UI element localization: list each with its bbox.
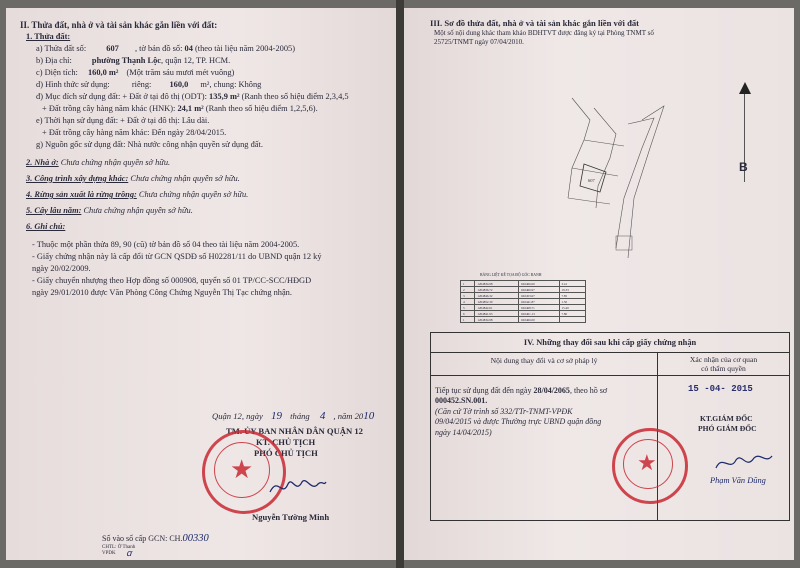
changes-title: IV. Những thay đổi sau khi cấp giấy chứng nhận <box>431 333 790 353</box>
column-content: Nội dung thay đổi và cơ sở pháp lý <box>431 353 658 376</box>
cadastral-map <box>524 48 794 278</box>
diagram-heading: III. Sơ đồ thửa đất, nhà ở và tài sản khác gắn liền với đất <box>430 18 640 28</box>
change-entry-line-2: 000452.SN.001. <box>435 396 488 406</box>
coord-cell-n: 5 <box>461 305 475 311</box>
extension-date: 28/04/2065 <box>533 386 570 395</box>
org-role-2: PHÓ CHỦ TỊCH <box>254 448 318 458</box>
tiny-note-2: VPDK <box>102 551 116 556</box>
coord-cell-d: 1.50 <box>559 299 586 305</box>
approver-role-2: PHÓ GIÁM ĐỐC <box>698 424 757 433</box>
coord-cell-y: 602461.13 <box>519 311 559 317</box>
private-area: 160,0 <box>169 80 189 89</box>
notes-title: 6. Ghi chú: <box>26 222 66 231</box>
coord-cell-d <box>559 317 586 323</box>
coord-cell-y: 602466.00 <box>519 317 559 323</box>
purpose-line-1: đ) Mục đích sử dụng đất: + Đất ở tại đô thị (ODT): 135,9 m² (Ranh theo số hiệu điểm 2,3,4,5 <box>36 92 349 101</box>
approver-role-1: KT.GIÁM ĐỐC <box>700 414 753 423</box>
coord-cell-d: 3.41 <box>559 281 586 287</box>
ward-name: phường Thạnh Lộc <box>91 56 162 65</box>
coord-cell-d: 7.85 <box>559 293 586 299</box>
map-letter-b: B <box>739 160 748 174</box>
parcel-title: 1. Thửa đất: <box>26 32 71 41</box>
coord-cell-n: 1 <box>461 281 475 287</box>
coord-cell-x: 1204834.98 <box>475 317 519 323</box>
approver-signature-icon <box>714 450 774 474</box>
term-line-2: + Đất trồng cây hàng năm khác: Đến ngày 28/04/2015. <box>42 128 227 137</box>
house-line: 2. Nhà ở: Chưa chứng nhận quyền sở hữu. <box>26 158 171 167</box>
coord-cell-n: 6 <box>461 311 475 317</box>
change-entry-line-1: Tiếp tục sử dụng đất đến ngày 28/04/2065, theo hồ sơ <box>435 386 608 395</box>
forest-line: 4. Rừng sản xuất là rừng trồng: Chưa chứng nhận quyền sở hữu. <box>26 190 249 199</box>
coord-table-title: BẢNG LIỆT KÊ TỌA ĐỘ GÓC RANH <box>480 273 542 277</box>
coord-row <box>461 317 586 323</box>
signer-name: Nguyễn Tường Minh <box>252 512 330 522</box>
usage-form-line: d) Hình thức sử dụng: riêng: 160,0 m², chung: Không <box>36 80 262 89</box>
coord-cell-y: 602466.00 <box>519 281 559 287</box>
map-plot-number: 607 <box>588 178 595 183</box>
issue-year: 10 <box>363 410 375 422</box>
address-line: b) Địa chỉ: phường Thạnh Lộc, quận 12, TP. HCM. <box>36 56 231 65</box>
plot-number: 607 <box>106 44 119 53</box>
initial-mark-icon: ꭤ <box>126 548 132 558</box>
org-role: KT. CHỦ TỊCH <box>256 437 316 447</box>
seal-star-icon: ★ <box>637 450 657 475</box>
purpose-line-2: + Đất trồng cây hàng năm khác (HNK): 24,1 m² (Ranh theo số hiệu điểm 1,2,5,6). <box>42 104 318 113</box>
issue-day: 19 <box>271 410 282 422</box>
coord-cell-x: 1204834.98 <box>475 281 519 287</box>
coord-table <box>460 280 586 323</box>
coord-cell-x: 1204842.61 <box>475 305 519 311</box>
change-entry-line-4: 09/04/2015 và được Thường trực UBND quận đồng <box>435 417 602 427</box>
diagram-intro-1: Một số nội dung khác tham khảo BDHTVT được đăng ký tại Phòng TNMT số <box>434 29 654 37</box>
note-3b: ngày 29/01/2010 được Văn Phòng Công Chứng Nguyễn Thị Tạc chứng nhận. <box>32 288 292 297</box>
sheet-number: 04 <box>184 44 193 53</box>
change-entry-line-5: ngày 14/04/2015) <box>435 427 492 437</box>
coord-cell-d: 7.80 <box>559 311 586 317</box>
coord-cell-x: 1204846.32 <box>475 293 519 299</box>
coord-cell-x: 1204841.93 <box>475 311 519 317</box>
column-confirmation: Xác nhận của cơ quan có thẩm quyền <box>658 353 790 376</box>
diagram-intro-2: 25725/TNMT ngày 07/04/2010. <box>434 38 524 46</box>
book-spine <box>396 0 404 568</box>
note-3a: - Giấy chuyển nhượng theo Hợp đồng số 000908, quyển số 01 TP/CC-SCC/HĐGD <box>32 276 312 285</box>
signature-icon <box>268 470 328 500</box>
coord-cell-n: 2 <box>461 287 475 293</box>
north-arrow-icon <box>739 82 751 94</box>
hnk-area: 24,1 m² <box>177 104 204 113</box>
area-line: c) Diện tích: 160,0 m² (Một trăm sáu mươi mét vuông) <box>36 68 235 77</box>
register-number: Số vào sổ cấp GCN: CH.00330 <box>102 533 209 544</box>
odt-area: 135,9 m² <box>209 92 240 101</box>
register-value: 00330 <box>182 533 209 544</box>
coord-cell-y: 602468.71 <box>519 305 559 311</box>
coord-cell-x: 1204836.72 <box>475 287 519 293</box>
change-entry-line-3: (Căn cứ Tờ trình số 332/TTr-TNMT-VPĐK <box>435 406 573 416</box>
coord-cell-y: 602466.97 <box>519 287 559 293</box>
plot-line: a) Thửa đất số: 607 , tờ bản đồ số: 04 (theo tài liệu năm 2004-2005) <box>36 44 295 53</box>
approver-name: Phạm Văn Dũng <box>710 476 766 485</box>
area-value: 160,0 m² <box>87 68 119 77</box>
stamp-date: 15 -04- 2015 <box>688 384 753 394</box>
changes-table <box>430 332 790 521</box>
department-seal-icon <box>612 428 688 504</box>
coord-cell-n: 3 <box>461 293 475 299</box>
note-2a: - Giấy chứng nhận này là cấp đổi từ GCN QSDĐ số H02281/11 do UBND quận 12 ký <box>32 252 322 261</box>
left-page <box>6 8 396 560</box>
coord-cell-x: 1204852.30 <box>475 299 519 305</box>
issue-month: 4 <box>319 410 326 422</box>
section-heading: II. Thửa đất, nhà ở và tài sản khác gắn liền với đất: <box>20 20 218 30</box>
construction-line: 3. Công trình xây dựng khác: Chưa chứng nhận quyền sở hữu. <box>26 174 240 183</box>
perennial-line: 5. Cây lâu năm: Chưa chứng nhận quyền sở hữu. <box>26 206 193 215</box>
issue-date: Quận 12, ngày 19 tháng 4 , năm 2010 <box>212 410 375 422</box>
star-icon: ★ <box>230 455 254 484</box>
coord-cell-n: 1 <box>461 317 475 323</box>
note-2b: ngày 20/02/2009. <box>32 264 91 273</box>
coord-cell-n: 4 <box>461 299 475 305</box>
org-name: TM. ỦY BAN NHÂN DÂN QUẬN 12 <box>226 426 363 436</box>
tiny-note-1: CHTL: Ở Thanh <box>102 545 136 550</box>
term-line-1: e) Thời hạn sử dụng đất: + Đất ở tại đô thị: Lâu dài. <box>36 116 210 125</box>
note-1: - Thuộc một phần thửa 89, 90 (cũ) tờ bản đồ số 04 theo tài liệu năm 2004-2005. <box>32 240 300 249</box>
origin-line: g) Nguồn gốc sử dụng đất: Nhà nước công nhận quyền sử dụng đất. <box>36 140 263 149</box>
coord-cell-y: 602453.67 <box>519 293 559 299</box>
coord-cell-d: 15.40 <box>559 305 586 311</box>
right-page <box>404 8 794 560</box>
coord-cell-y: 602441.87 <box>519 299 559 305</box>
coord-cell-d: 19.33 <box>559 287 586 293</box>
